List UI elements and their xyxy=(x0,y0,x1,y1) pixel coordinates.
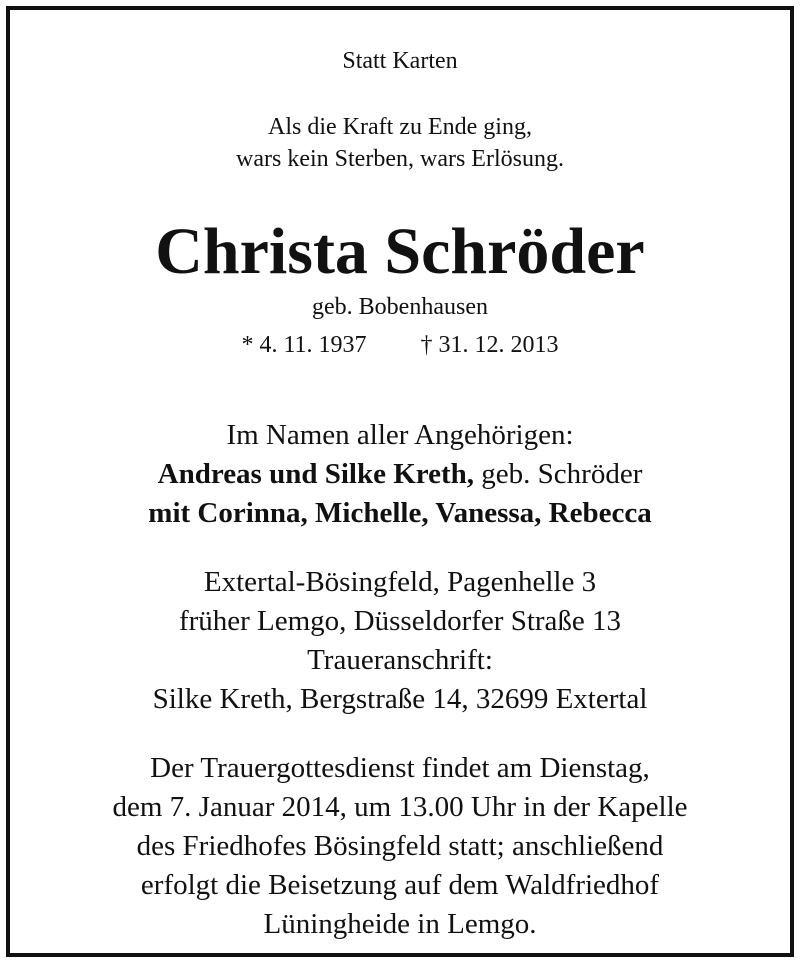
life-dates xyxy=(10,332,790,359)
mourners-primary-names: Andreas und Silke Kreth, xyxy=(157,458,475,490)
birth-date: * 4. 11. 1937 xyxy=(241,332,367,358)
service-line-1: Der Trauergottesdienst findet am Dienstag, xyxy=(150,752,650,784)
header-label: Statt Karten xyxy=(342,48,458,74)
mourners-line-1 xyxy=(10,458,790,491)
mourners-line-2: mit Corinna, Michelle, Vanessa, Rebecca xyxy=(148,497,652,529)
service-line-5: Lüningheide in Lemgo. xyxy=(263,908,537,940)
deceased-name: Christa Schröder xyxy=(155,215,645,288)
address-current: Extertal-Bösingfeld, Pagenhelle 3 xyxy=(203,566,597,598)
service-line-3: des Friedhofes Bösingfeld statt; anschließend xyxy=(136,830,664,862)
service-line-2: dem 7. Januar 2014, um 13.00 Uhr in der Kapelle xyxy=(112,791,688,823)
mourning-address: Silke Kreth, Bergstraße 14, 32699 Extertal xyxy=(152,683,648,715)
death-date: † 31. 12. 2013 xyxy=(420,332,559,358)
verse-line-1: Als die Kraft zu Ende ging, xyxy=(268,114,532,140)
verse-line-2: wars kein Sterben, wars Erlösung. xyxy=(236,146,564,172)
service-line-4: erfolgt die Beisetzung auf dem Waldfriedhof xyxy=(140,869,660,901)
obituary-notice xyxy=(6,6,794,957)
address-former: früher Lemgo, Düsseldorfer Straße 13 xyxy=(178,605,622,637)
mourning-address-label: Traueranschrift: xyxy=(307,644,493,676)
mourners-intro: Im Namen aller Angehörigen: xyxy=(226,419,574,451)
mourners-birth-name: geb. Schröder xyxy=(474,458,643,490)
birth-name: geb. Bobenhausen xyxy=(312,294,488,320)
